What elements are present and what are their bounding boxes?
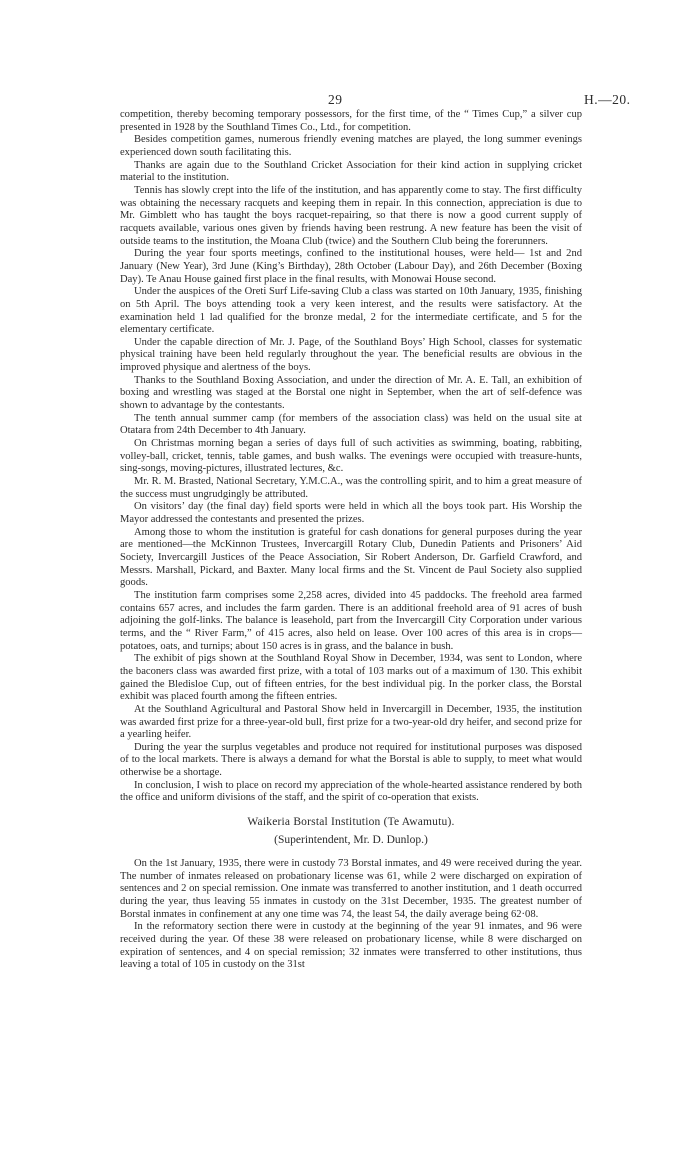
page-number: 29 (328, 92, 343, 107)
paragraph: In conclusion, I wish to place on record my appreciation of the whole-hearted assistance rendered by both the office and uniform divisions of the staff, and the spirit of co-operation that exists. (120, 779, 582, 804)
paragraph: Thanks are again due to the Southland Cricket Association for their kind action in supplying cricket material to the institution. (120, 159, 582, 184)
paragraph: At the Southland Agricultural and Pastoral Show held in Invercargill in December, 1935, the institution was awarded first prize for a three-year-old bull, first prize for a two-year-old dry heifer, and second prize for a yearling heifer. (120, 703, 582, 741)
paragraph: The institution farm comprises some 2,258 acres, divided into 45 paddocks. The freehold area farmed contains 657 acres, and includes the farm garden. There is an additional freehold area of 91 acres of bush adjoining the golf-links. The balance is leasehold, part from the Invercargill City Corporation under various terms, and the “ River Farm,” of 415 acres, also held on lease. Over 100 acres of this area is in crops— potatoes, oats, and turnips; about 150 acres is in grass, and the balance in bush. (120, 589, 582, 652)
paragraph: On Christmas morning began a series of days full of such activities as swimming, boating, rabbiting, volley-ball, cricket, tennis, table games, and bush walks. The evenings were occupied with treasure-hunts, sing-songs, moving-pictures, illustrated lectures, &c. (120, 438, 582, 475)
section-heading: Waikeria Borstal Institution (Te Awamutu). (247, 816, 455, 829)
page-body (120, 109, 582, 972)
paragraph: Tennis has slowly crept into the life of the institution, and has apparently come to stay. The first difficulty was obtaining the necessary racquets and keeping them in repair. In this connection, appreciation is due to Mr. Gimblett who has taught the boys racquet-repairing, so that there is now a good current supply of racquets available, various ones given by friends having been restrung. A new feature has been the visit of outside teams to the institution, the Moana Club (twice) and the Southern Club being the forerunners. (120, 184, 582, 247)
paragraph: In the reformatory section there were in custody at the beginning of the year 91 inmates, and 96 were received during the year. Of these 38 were released on probationary license, while 8 were discharged on expiration of sentences, and 4 on special remission; 32 inmates were transferred to other institutions, thus leaving a total of 105 in custody on the 31st (120, 921, 582, 971)
paragraph: Thanks to the Southland Boxing Association, and under the direction of Mr. A. E. Tall, an exhibition of boxing and wrestling was staged at the Borstal one night in September, when the art of self-defence was shown to advantage by the contestants. (120, 374, 582, 412)
paragraph: Under the auspices of the Oreti Surf Life-saving Club a class was started on 10th January, 1935, finishing on 5th April. The boys attending took a very keen interest, and the results were satisfactory. At the examination held 1 lad qualified for the bronze medal, 2 for the intermediate certificate, and 5 for the elementary certificate. (120, 286, 582, 336)
paragraph: During the year four sports meetings, confined to the institutional houses, were held— 1st and 2nd January (New Year), 3rd June (King’s Birthday), 28th October (Labour Day), and 26th December (Boxing Day). Te Anau House gained first place in the final results, with Monowai House second. (120, 248, 582, 285)
paragraph: The tenth annual summer camp (for members of the association class) was held on the usual site at Otatara from 24th December to 4th January. (120, 412, 582, 437)
document-reference: H.—20. (584, 92, 631, 107)
paragraph: Among those to whom the institution is grateful for cash donations for general purposes during the year are mentioned—the McKinnon Trustees, Invercargill Rotary Club, Dunedin Patients and Prisoners’ Aid Society, Invercargill Justices of the Peace Association, Sir Robert Anderson, Dr. Garfield Crawford, and Messrs. Marshall, Pickard, and Baxter. Many local firms and the St. Vincent de Paul Society also supplied goods. (120, 526, 582, 589)
paragraph: The exhibit of pigs shown at the Southland Royal Show in December, 1934, was sent to London, where the baconers class was awarded first prize, with a total of 103 marks out of a maximum of 130. This exhibit gained the Bledisloe Cup, out of fifteen entries, for the best individual pig. In the porker class, the Borstal exhibit was placed fourth among the fifteen entries. (120, 653, 582, 703)
paragraph: Besides competition games, numerous friendly evening matches are played, the long summer evenings experienced down south facilitating this. (120, 134, 582, 158)
paragraph: On visitors’ day (the final day) field sports were held in which all the boys took part. His Worship the Mayor addressed the contestants and presented the prizes. (120, 501, 582, 525)
paragraph: competition, thereby becoming temporary possessors, for the first time, of the “ Times Cup,” a silver cup presented in 1928 by the Southland Times Co., Ltd., for competition. (120, 109, 582, 133)
section-subheading: (Superintendent, Mr. D. Dunlop.) (274, 834, 428, 847)
paragraph: Under the capable direction of Mr. J. Page, of the Southland Boys’ High School, classes for systematic physical training have been held regularly throughout the year. The beneficial results are obvious in the improved physique and alertness of the boys. (120, 336, 582, 374)
paragraph: On the 1st January, 1935, there were in custody 73 Borstal inmates, and 49 were received during the year. The number of inmates released on probationary license was 61, while 2 were discharged on expiration of sentences and 2 on special remission. One inmate was transferred to another institution, and 1 death occurred during the year, thus leaving 55 inmates in custody on the 31st December, 1935. The greatest number of Borstal inmates in confinement at any one time was 74, the least 54, the daily average being 62·08. (120, 858, 582, 920)
paragraph: During the year the surplus vegetables and produce not required for institutional purposes was disposed of to the local markets. There is always a demand for what the Borstal is able to supply, to meet what would otherwise be a shortage. (120, 741, 582, 779)
paragraph: Mr. R. M. Brasted, National Secretary, Y.M.C.A., was the controlling spirit, and to him a great measure of the success must ungrudgingly be attributed. (120, 476, 582, 500)
